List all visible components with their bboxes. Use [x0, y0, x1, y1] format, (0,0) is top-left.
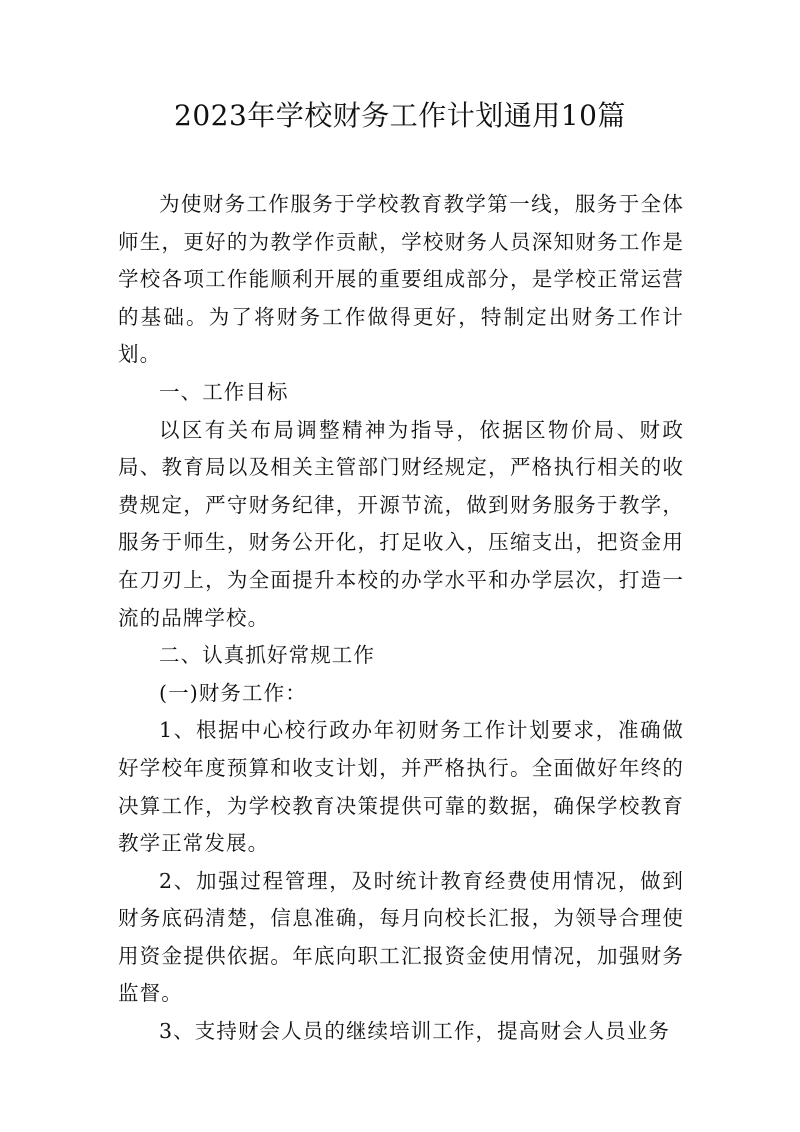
work-goals-paragraph: 以区有关布局调整精神为指导，依据区物价局、财政局、教育局以及相关主管部门财经规定，严格执行相关的收费规定，严守财务纪律，开源节流，做到财务服务于教学，服务于师生，财务公开化，打足收入，压缩支出，把资金用在刀刃上，为全面提升本校的办学水平和办学层次，打造一流的品牌学校。 — [118, 417, 684, 630]
finance-item-2: 2、加强过程管理，及时统计教育经费使用情况，做到财务底码清楚，信息准确，每月向校长汇报，为领导合理使用资金提供依据。年底向职工汇报资金使用情况，加强财务监督。 — [118, 868, 684, 1006]
document-title: 2023年学校财务工作计划通用10篇 — [174, 99, 626, 132]
subsection-heading-finance-work: (一)财务工作： — [159, 680, 307, 705]
intro-paragraph: 为使财务工作服务于学校教育教学第一线，服务于全体师生，更好的为教学作贡献，学校财务人员深知财务工作是学校各项工作能顺利开展的重要组成部分，是学校正常运营的基础。为了将财务工作做得更好，特制定出财务工作计划。 — [118, 192, 684, 367]
finance-item-1: 1、根据中心校行政办年初财务工作计划要求，准确做好学校年度预算和收支计划，并严格执行。全面做好年终的决算工作，为学校教育决策提供可靠的数据，确保学校教育教学正常发展。 — [118, 718, 684, 856]
section-heading-work-goals: 一、工作目标 — [159, 379, 289, 404]
section-heading-routine-work: 二、认真抓好常规工作 — [159, 643, 375, 668]
finance-item-3: 3、支持财会人员的继续培训工作，提高财会人员业务 — [159, 1019, 670, 1044]
document-body — [118, 186, 684, 1051]
